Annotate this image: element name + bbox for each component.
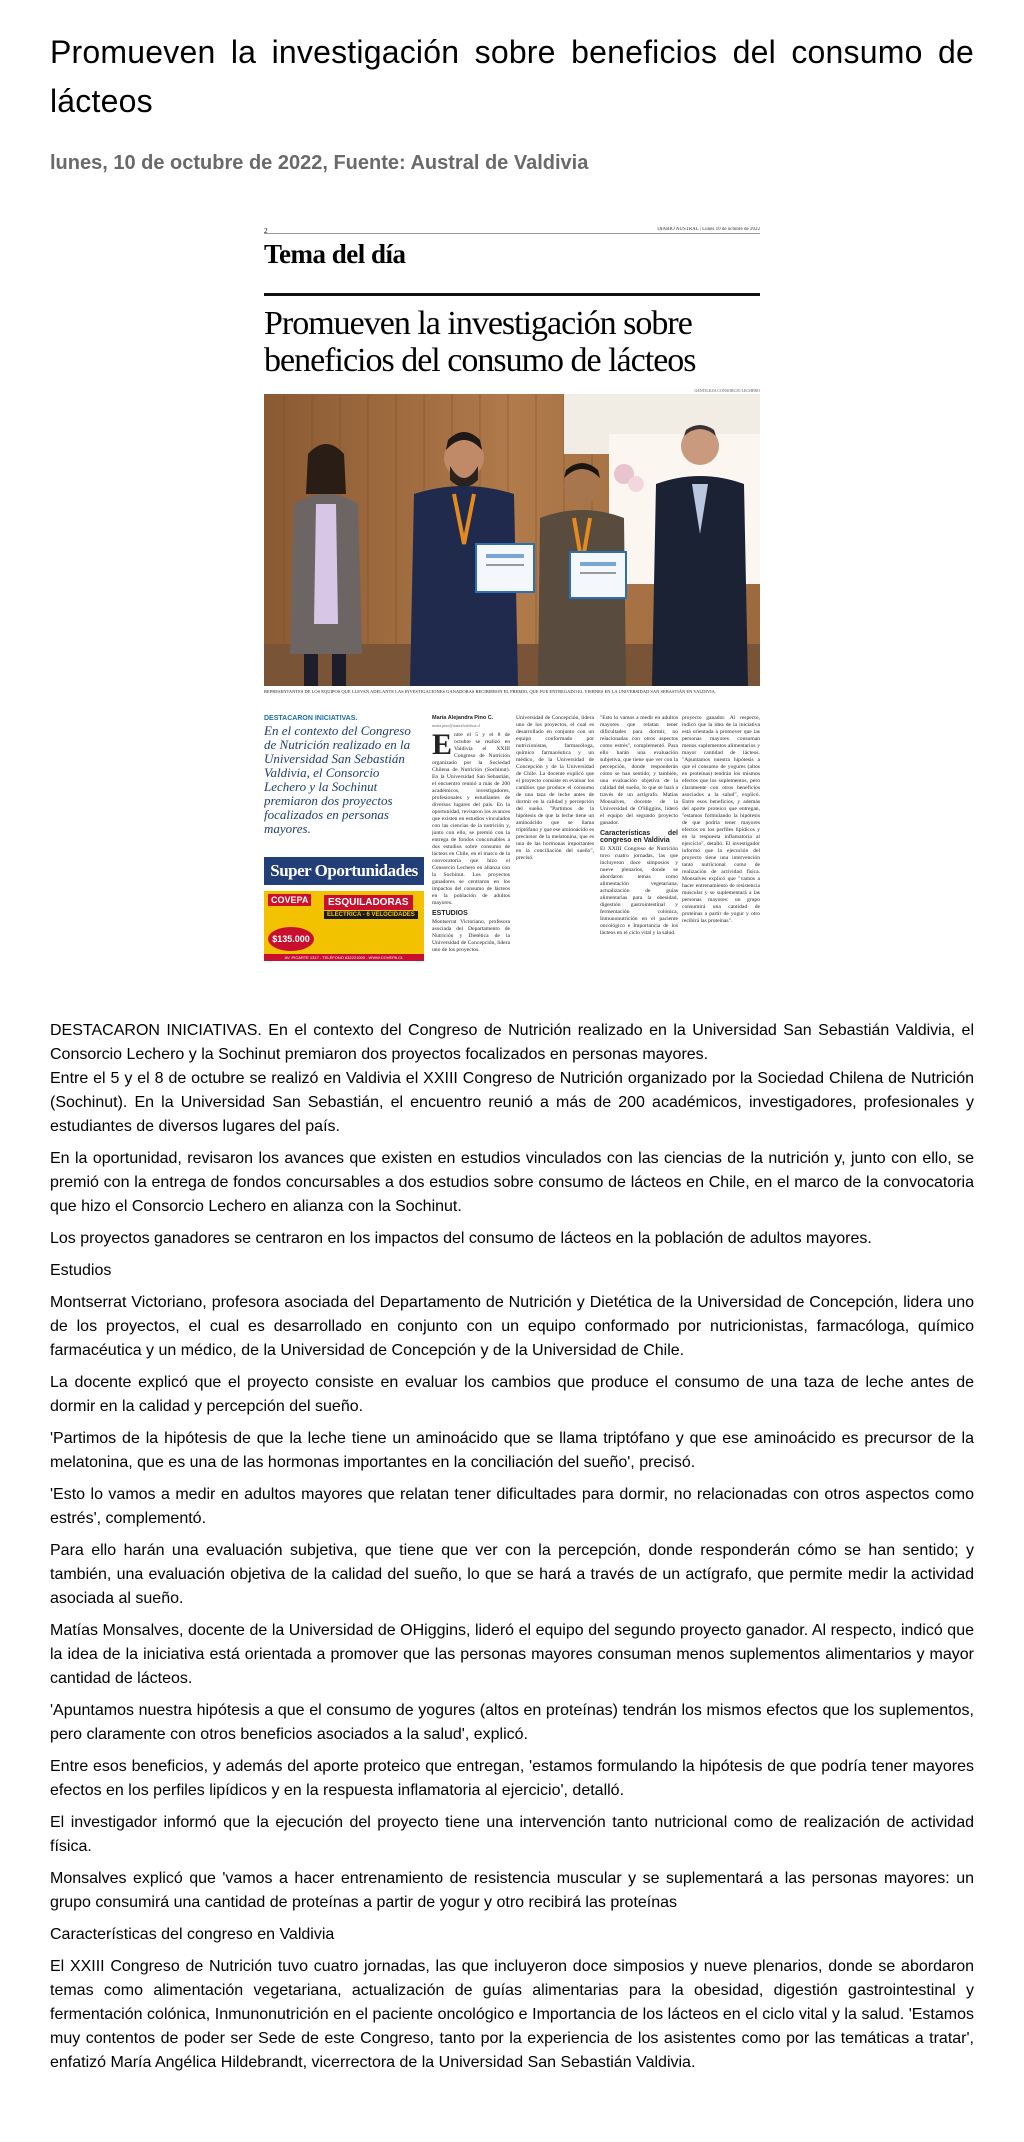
body-paragraph: Montserrat Victoriano, profesora asociada del Departamento de Nutrición y Dietética de la Universidad de Concepción, lidera uno de los proyectos, el cual es desarrollado en conjunto con un equipo conformado por nutricionistas, farmacóloga, químico farmacéutica y un médico, de la Universidad de Concepción y de la Universidad de Chile. — [50, 1294, 974, 1359]
body-paragraph: Monsalves explicó que 'vamos a hacer entrenamiento de resistencia muscular y se suplementará a las personas mayores: un grupo consumirá una cantidad de proteínas a partir de yogur y otro recibirá las proteínas — [50, 1870, 974, 1911]
body-paragraph: Para ello harán una evaluación subjetiva, que tiene que ver con la percepción, donde responderán cómo se han sentido; y también, una evaluación objetiva de la calidad del sueño, lo que se hará a través de un actígrafo, que permite medir la actividad asociada al sueño. — [50, 1542, 974, 1607]
column-subhead: ESTUDIOS — [432, 910, 468, 917]
column-text: ntre el 5 y el 8 de octubre se realizó en Valdivia el XXIII Congreso de Nutrición organizado por la Sociedad Chilena de Nutrición (Sochinut). En la Universidad San Sebastián, el encuentro reunió a más de 200 académicos, investigadores, profesionales y estudiantes de diversos lugares del país. En la oportunidad, revisaron los avances que existen en estudios vinculados con las ciencias de la nutrición y, junto con ello, se premió con la entrega de fondos concursables a dos estudios sobre consumo de lácteos en Chile, en el marco de la convocatoria que hizo el Consorcio Lechero en alianza con la Sochinut. Los proyectos ganadores se centraron en los impactos del consumo de lácteos en la población de adultos mayores. — [432, 732, 510, 906]
body-paragraph: 'Partimos de la hipótesis de que la leche tiene un aminoácido que se llama triptófano y que ese aminoácido es precursor de la melatonina, que es una de las hormonas importantes en la conciliación del sueño', precisó. — [50, 1430, 974, 1471]
clipping-section-title: Tema del día — [264, 239, 406, 269]
body-paragraph: El XXIII Congreso de Nutrición tuvo cuatro jornadas, las que incluyeron doce simposios y nueve plenarios, donde se abordaron temas como alimentación vegetariana, actualización de guías alimentarias para la obesidad, digestión gastrointestinal y fermentación colónica, Inmunonutrición en el paciente oncológico e Importancia de los lácteos en el ciclo vital y la salud. 'Estamos muy contentos de poder ser Sede de este Congreso, tanto por la experiencia de los asistentes como por las temáticas a tratar', enfatizó María Angélica Hildebrandt, vicerrectora de la Universidad San Sebastián Valdivia. — [50, 1958, 974, 2071]
body-subheading: Estudios — [50, 1262, 112, 1279]
body-paragraph: 'Apuntamos nuestra hipótesis a que el consumo de yogures (altos en proteínas) tendrán los mismos efectos que los suplementos, pero claramente con otros beneficios asociados a la salud', explicó. — [50, 1702, 974, 1743]
column-text: Universidad de Concepción, lidera uno de los proyectos, el cual es desarrollado en conjunto con un equipo conformado por nutricionistas, farmacóloga, químico farmacéutica y un médico, de la Universidad de Concepción y de la Universidad de Chile. La docente explicó que el proyecto consiste en evaluar los cambios que produce el consumo de una taza de leche antes de dormir en la calidad y percepción del sueño. "Partimos de la hipótesis de que la leche tiene un aminoácido que se llama triptófano y que ese aminoácido es precursor de la melatonina, que es una de las hormonas importantes en la conciliación del sueño", precisó. — [516, 715, 594, 861]
dropcap: E — [432, 728, 453, 761]
clipping-column — [432, 715, 510, 979]
lead-label: DESTACARON INICIATIVAS. — [264, 715, 358, 722]
clipping-divider — [264, 293, 760, 296]
body-paragraph: Matías Monsalves, docente de la Universidad de OHiggins, lideró el equipo del segundo proyecto ganador. Al respecto, indicó que la idea de la iniciativa está orientada a promover que las personas mayores consuman menos suplementos alimentarios y mayor cantidad de lácteos. — [50, 1622, 974, 1687]
ad-price: $135.000 — [268, 927, 314, 951]
photo-caption: REPRESENTANTES DE LOS EQUIPOS QUE LLEVAN ADELANTE LAS INVESTIGACIONES GANADORAS RECIBIERON EL PREMIO, QUE FUE ENTREGADO EL VIERNES EN LA UNIVERSIDAD SAN SEBASTIÁN EN VALDIVIA. — [264, 689, 716, 694]
body-paragraph: Entre esos beneficios, y además del aporte proteico que entregan, 'estamos formulando la hipótesis de que podría tener mayores efectos en los perfiles lipídicos y en la respuesta inflamatoria al ejercicio', detalló. — [50, 1758, 974, 1799]
body-paragraph: Los proyectos ganadores se centraron en los impactos del consumo de lácteos en la población de adultos mayores. — [50, 1230, 872, 1247]
body-paragraph: El investigador informó que la ejecución del proyecto tiene una intervención tanto nutricional como de realización de actividad física. — [50, 1814, 974, 1855]
body-paragraph: En la oportunidad, revisaron los avances que existen en estudios vinculados con las ciencias de la nutrición y, junto con ello, se premió con la entrega de fondos concursables a dos estudios sobre consumo de lácteos en Chile, en el marco de la convocatoria que hizo el Consorcio Lechero en alianza con la Sochinut. — [50, 1150, 974, 1215]
clipping-column — [682, 715, 760, 979]
clipping-headline-line: beneficios del consumo de lácteos — [264, 342, 696, 379]
article-meta: lunes, 10 de octubre de 2022, Fuente: Austral de Valdivia — [50, 152, 589, 174]
group-photo — [264, 394, 760, 686]
column-text: El XXIII Congreso de Nutrición tuvo cuatro jornadas, las que incluyeron doce simposios y nueve plenarios, donde se abordaron temas como alimentación vegetariana, actualización de guías alimentarias para la obesidad, digestión gastrointestinal y fermentación colónica, Inmunonutrición en el paciente oncológico e Importancia de los lácteos en el ciclo vital y la salud. — [600, 846, 678, 936]
article-title: Promueven la investigación sobre beneficios del consumo de lácteos — [50, 34, 974, 119]
article-body — [50, 1019, 974, 2075]
body-paragraph: La docente explicó que el proyecto consiste en evaluar los cambios que produce el consumo de una taza de leche antes de dormir en la calidad y percepción del sueño. — [50, 1374, 974, 1415]
photo-credit: GENTILEZA CONSORCIO LECHERO — [694, 388, 760, 393]
column-text: proyecto ganador. Al respecto, indicó que la idea de la iniciativa está orientada a promover que las personas mayores consuman menos suplementos alimentarios y mayor cantidad de lácteos. "Apuntamos nuestra hipótesis a que el consumo de yogures (altos en proteínas) tendrán los mismos efectos que los suplementos, pero claramente con otros beneficios asociados a la salud", explicó. Entre esos beneficios, y además del aporte proteico que entregan, "estamos formulando la hipótesis de que podría tener mayores efectos en los perfiles lipídicos y en la respuesta inflamatoria al ejercicio", detalló. El investigador informó que la ejecución del proyecto tiene una intervención tanto nutricional como de realización de actividad física. Monsalves explicó que "vamos a hacer entrenamiento de resistencia muscular y se suplementará a las personas mayores: un grupo consumirá una cantidad de proteínas a partir de yogur y otro recibirá las proteínas". — [682, 715, 760, 924]
clipping-headline-line: Promueven la investigación sobre — [264, 305, 692, 342]
body-subheading: Características del congreso en Valdivia — [50, 1926, 335, 1943]
lead-text: En el contexto del Congreso de Nutrición realizado en la Universidad San Sebastián Valdivia, el Consorcio Lechero y la Sochinut premiaron dos proyectos focalizados en personas mayores. — [264, 723, 411, 836]
clipping-column — [516, 715, 594, 979]
newspaper-clipping — [264, 227, 760, 979]
clipping-paper-info: DIARIO AUSTRAL | Lunes 10 de octubre de 2022 — [657, 227, 760, 232]
advertisement — [264, 891, 424, 961]
classified-banner: Super Oportunidades — [264, 857, 424, 885]
ad-brand: COVEPA — [268, 894, 311, 906]
body-paragraph: Entre el 5 y el 8 de octubre se realizó en Valdivia el XXIII Congreso de Nutrición organizado por la Sociedad Chilena de Nutrición (Sochinut). En la Universidad San Sebastián, el encuentro reunió a más de 200 académicos, investigadores, profesionales y estudiantes de diversos lugares del país. — [50, 1070, 974, 1135]
clipping-headline — [264, 305, 760, 379]
column-text: "Esto lo vamos a medir en adultos mayores que relatan tener dificultades para dormir, no relacionadas con otros aspectos como estrés", complementó. Para ello harán una evaluación subjetiva, que tiene que ver con la percepción, donde responderán cómo se han sentido; y también, una evaluación objetiva de la calidad del sueño, lo que se hará a través de un actígrafo. Matías Monsalves, docente de la Universidad de O'Higgins, lideró el equipo del segundo proyecto ganador. — [600, 715, 678, 826]
column-text: Montserrat Victoriano, profesora asociada del Departamento de Nutrición y Dietética de la Universidad de Concepción, lidera uno de los proyectos. — [432, 919, 510, 953]
clipping-page-number: 2 — [264, 227, 268, 235]
byline: María Alejandra Pino C. — [432, 715, 494, 721]
clipping-top-rule — [264, 233, 760, 234]
byline-email: maria.pino@australvaldivia.cl — [432, 723, 481, 728]
body-paragraph: DESTACARON INICIATIVAS. En el contexto del Congreso de Nutrición realizado en la Universidad San Sebastián Valdivia, el Consorcio Lechero y la Sochinut premiaron dos proyectos focalizados en personas mayores. — [50, 1022, 974, 1063]
ad-title: ESQUILADORAS — [324, 895, 413, 910]
ad-footer: AV. PICARTE 1317 - TELÉFONO 632221000 - WWW.COVEPA.CL — [264, 954, 424, 961]
clipping-column — [600, 715, 678, 979]
column-subhead: Características del congreso en Valdivia — [600, 830, 678, 844]
ad-subtitle: ELÉCTRICA - 6 VELOCIDADES — [324, 911, 418, 919]
body-paragraph: 'Esto lo vamos a medir en adultos mayores que relatan tener dificultades para dormir, no relacionadas con otros aspectos como estrés', complementó. — [50, 1486, 974, 1527]
